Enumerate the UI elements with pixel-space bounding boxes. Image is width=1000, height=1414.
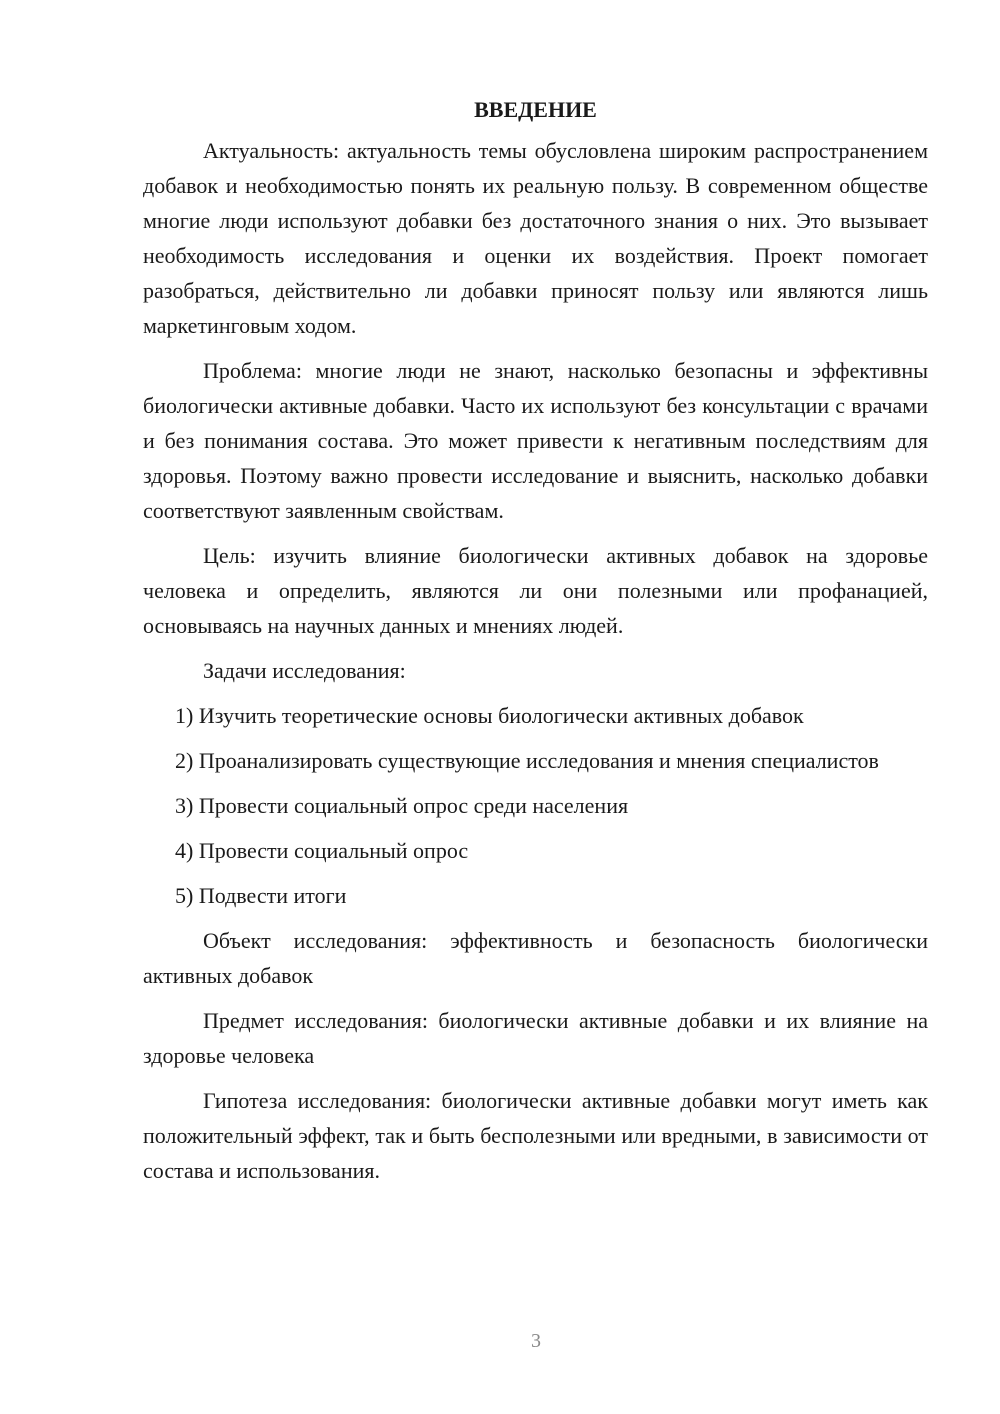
task-item: 3) Провести социальный опрос среди населения [175, 793, 629, 818]
paragraph-relevance: Актуальность: актуальность темы обусловлена широким распространением добавок и необходимостью понять их реальную пользу. В современном обществе многие люди используют добавки без достаточного знания о них. Это вызывает необходимость исследования и оценки их воздействия. Проект помогает разобраться, действительно ли добавки приносят пользу или являются лишь маркетинговым ходом. [143, 138, 928, 338]
task-item: 1) Изучить теоретические основы биологически активных добавок [175, 703, 804, 728]
task-item: 4) Провести социальный опрос [175, 838, 469, 863]
paragraph-hypothesis: Гипотеза исследования: биологически активные добавки могут иметь как положительный эффект, так и быть бесполезными или вредными, в зависимости от состава и использования. [143, 1088, 928, 1183]
paragraph-subject: Предмет исследования: биологически активные добавки и их влияние на здоровье человека [143, 1008, 928, 1068]
paragraph-problem: Проблема: многие люди не знают, насколько безопасны и эффективны биологически активные добавки. Часто их используют без консультации с врачами и без понимания состава. Это может привести к негативным последствиям для здоровья. Поэтому важно провести исследование и выяснить, насколько добавки соответствуют заявленным свойствам. [143, 358, 928, 523]
paragraph-goal: Цель: изучить влияние биологически активных добавок на здоровье человека и определить, являются ли они полезными или профанацией, основываясь на научных данных и мнениях людей. [143, 543, 928, 638]
task-item: 2) Проанализировать существующие исследования и мнения специалистов [175, 748, 879, 773]
document-page [143, 92, 928, 1198]
task-item: 5) Подвести итоги [175, 883, 347, 908]
paragraph-tasks-heading: Задачи исследования: [203, 658, 406, 683]
page-title: ВВЕДЕНИЕ [474, 97, 597, 122]
page-number: 3 [531, 1330, 541, 1352]
paragraph-object: Объект исследования: эффективность и безопасность биологически активных добавок [143, 928, 928, 988]
